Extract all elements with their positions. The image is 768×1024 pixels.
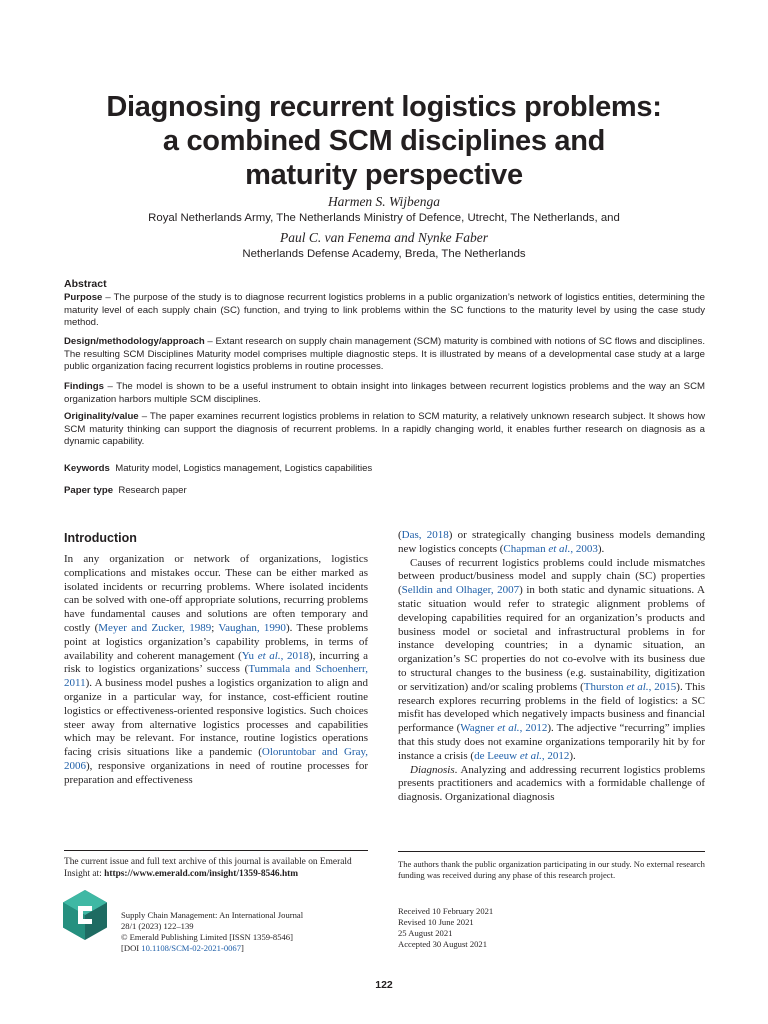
findings-text: – The model is shown to be a useful instrument to obtain insight into linkages between recurrent logistics problems and the way an SCM organization harbors multiple SCM disciplines. <box>64 381 705 405</box>
purpose-label: Purpose <box>64 292 103 303</box>
author-2: Paul C. van Fenema and Nynke Faber <box>279 230 489 245</box>
intro-left-column <box>64 553 368 788</box>
emerald-logo-icon <box>62 889 108 941</box>
citation-link[interactable]: Chapman et al., 2003 <box>503 542 598 555</box>
design-text: – Extant research on supply chain management (SCM) maturity is combined with notions of SC flows and disciplines. The resulting SCM Disciplines Maturity model comprises multiple diagnostic steps. It is illustrated by means of a developmental case study at a large public organization facing recurrent logistics problems in routine processes. <box>64 336 705 373</box>
originality-text: – The paper examines recurrent logistics problems in relation to SCM maturity, a relatively unknown research subject. It shows how SCM maturity thinking can support the diagnosis of recurrent problems. In a rapidly changing world, it enables further research on diagnosis as a dynamic capability. <box>64 411 705 448</box>
abstract-originality <box>64 411 705 449</box>
intro-paragraph-1: In any organization or network of organizations, logistics complications and mistakes occur. These can be either marked as isolated incidents or recurring problems. Where isolated incidents can be solved with one-off appropriate solutions, recurring problems have fundamental causes and solutions are often temporary and costly (Meyer and Zucker, 1989; Vaughan, 1990). These problems point at logistics organization’s capability problems, in terms of availability and coherent management (Yu et al., 2018), incurring a risk to logistics organizations’ success (Tummala and Schoenherr, 2011). A business model pushes a logistics organization to align and organize in a particular way, for instance, cost-efficient routine logistics or effectiveness-oriented responsive logistics. Such choices steer away from alternative logistics processes and capabilities which may be relevant. For instance, routine logistics operations facing crisis situations like a pandemic (Oloruntobar and Gray, 2006), responsive organizations in need of routine processes for preparation and effectiveness <box>64 553 369 786</box>
journal-name: Supply Chain Management: An International Journal <box>121 910 304 920</box>
citation-link[interactable]: Yu et al., 2018 <box>241 649 310 662</box>
papertype-label: Paper type <box>64 485 114 496</box>
abstract-heading: Abstract <box>64 278 107 290</box>
abstract-findings <box>64 381 705 406</box>
citation-link[interactable]: Oloruntobar and Gray, 2006 <box>64 746 369 772</box>
footer-rule-left <box>64 850 368 851</box>
received-date: Received 10 February 2021 <box>398 906 494 916</box>
papertype-text: Research paper <box>118 485 187 496</box>
abstract-purpose <box>64 292 705 330</box>
revised-date-1: Revised 10 June 2021 <box>398 917 474 927</box>
citation-link[interactable]: Meyer and Zucker, 1989 <box>98 621 212 634</box>
originality-label: Originality/value <box>64 411 139 422</box>
keywords <box>64 463 705 476</box>
footer-rule-right <box>398 851 705 852</box>
archive-link[interactable]: https://www.emerald.com/insight/1359-8546.htm <box>104 869 299 879</box>
keywords-label: Keywords <box>64 463 110 474</box>
intro-right-column <box>398 529 705 805</box>
revised-date-2: 25 August 2021 <box>398 928 453 938</box>
page-number: 122 <box>375 979 393 991</box>
affiliation-1: Royal Netherlands Army, The Netherlands Ministry of Defence, Utrecht, The Netherlands, and <box>148 212 620 224</box>
journal-archive-note: The current issue and full text archive of this journal is available on Emerald Insight at: https://www.emerald.com/insight/1359-8546.htm <box>64 857 352 879</box>
citation-link[interactable]: Selldin and Olhager, 2007 <box>401 584 520 597</box>
journal-volume: 28/1 (2023) 122–139 <box>121 921 194 931</box>
title-line-1: Diagnosing recurrent logistics problems: <box>106 91 662 123</box>
dates <box>398 906 705 950</box>
intro-paragraph-3: Diagnosis. Analyzing and addressing recurrent logistics problems presents practitioners and academics with a formidable challenge of diagnosis. Organizational diagnosis <box>398 763 705 804</box>
citation-link[interactable]: de Leeuw et al., 2012 <box>474 749 570 762</box>
title-line-2: a combined SCM disciplines and <box>162 125 606 157</box>
purpose-text: – The purpose of the study is to diagnose recurrent logistics problems in a public organization’s network of logistics entities, determining the maturity level of each supply chain (SC) function, and trying to link problems within the SC functions to the maturity level by using the case study method. <box>64 292 705 329</box>
introduction-heading: Introduction <box>64 531 137 545</box>
doi-link[interactable]: 10.1108/SCM-02-2021-0067 <box>141 943 242 953</box>
title-line-3: maturity perspective <box>245 159 523 191</box>
paper-title <box>60 90 708 192</box>
paper-type <box>64 485 705 498</box>
journal-info <box>121 910 371 954</box>
findings-label: Findings <box>64 381 104 392</box>
intro-paragraph-1-cont: (Das, 2018) or strategically changing business models demanding new logistics concepts (Chapman et al., 2003). <box>398 529 705 555</box>
citation-link[interactable]: Das, 2018 <box>401 529 449 541</box>
acknowledgement: The authors thank the public organization participating in our study. No external research funding was received during any phase of this research project. <box>398 859 705 880</box>
citation-link[interactable]: Vaughan, 1990 <box>218 621 286 634</box>
keywords-text: Maturity model, Logistics management, Logistics capabilities <box>115 463 373 474</box>
abstract-design <box>64 336 705 374</box>
publisher: © Emerald Publishing Limited [ISSN 1359-8546] <box>121 932 293 942</box>
intro-paragraph-2: Causes of recurrent logistics problems could include mismatches between product/business model and supply chain (SC) properties (Selldin and Olhager, 2007) in both static and dynamic situations. A static situation would refer to strategic alignment problems of developing capabilities required for an organization’s products and business model or societal and infrastructural problems in for instance developing countries; in a dynamic situation, an organization’s SC properties do not co-evolve with its business due to structural changes to the business (e.g. sustainability, digitization or servitization) and/or scaling problems (Thurston et al., 2015). This research explores recurring problems in the field of logistics: a SC misfit has developed which negatively impacts business and financial performance (Wagner et al., 2012). The adjective “recurring” implies that this study does not examine organizations temporarily hit by for instance a crisis (de Leeuw et al., 2012). <box>398 556 705 762</box>
citation-link[interactable]: Thurston et al., 2015 <box>583 680 677 693</box>
doi: [DOI 10.1108/SCM-02-2021-0067] <box>121 943 244 953</box>
affiliation-2: Netherlands Defense Academy, Breda, The Netherlands <box>242 248 526 260</box>
design-label: Design/methodology/approach <box>64 336 205 347</box>
citation-link[interactable]: Tummala and Schoenherr, 2011 <box>64 663 368 690</box>
author-1: Harmen S. Wijbenga <box>327 194 441 209</box>
citation-link[interactable]: Wagner et al., 2012 <box>460 722 548 735</box>
accepted-date: Accepted 30 August 2021 <box>398 939 488 949</box>
